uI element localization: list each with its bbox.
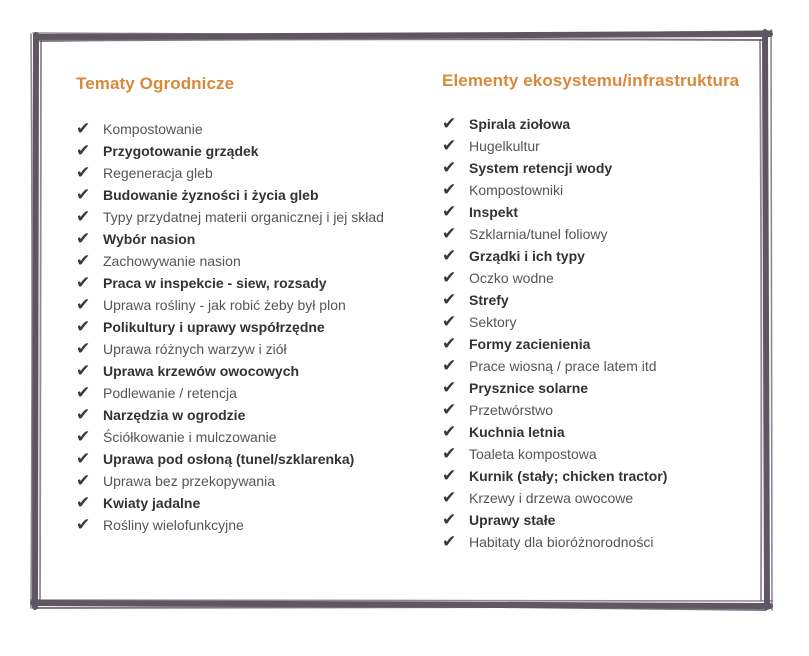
list-item [442,377,667,399]
list-item [442,487,667,509]
list-item [442,355,667,377]
list-item-label: Krzewy i drzewa owocowe [469,490,634,506]
list-item [76,140,384,162]
list-item [76,360,384,382]
checkmark-icon: ✔ [76,163,91,183]
checkmark-icon: ✔ [76,515,91,535]
list-item-label: Praca w inspekcie - siew, rozsady [103,275,327,291]
list-item-label: Ściółkowanie i mulczowanie [103,429,277,445]
list-item-label: Szklarnia/tunel foliowy [469,226,608,242]
checkmark-icon: ✔ [442,202,457,222]
checkmark-icon: ✔ [442,268,457,288]
list-item-label: Kompostowniki [469,182,564,198]
list-item [76,184,384,206]
checkmark-icon: ✔ [442,114,457,134]
checkmark-icon: ✔ [76,317,91,337]
list-item [76,206,384,228]
checkmark-icon: ✔ [76,119,91,139]
checkmark-icon: ✔ [442,510,457,530]
checkmark-icon: ✔ [442,136,457,156]
list-item-label: Rośliny wielofunkcyjne [103,517,244,533]
list-item-label: Oczko wodne [469,270,554,286]
list-item [76,404,384,426]
list-item-label: Kompostowanie [103,121,203,137]
checkmark-icon: ✔ [76,185,91,205]
list-item-label: Narzędzia w ogrodzie [103,407,246,423]
checkmark-icon: ✔ [442,488,457,508]
right-column-title: Elementy ekosystemu/infrastruktura [442,71,740,90]
checkmark-icon: ✔ [442,422,457,442]
checkmark-icon: ✔ [76,405,91,425]
checkmark-icon: ✔ [76,229,91,249]
checkmark-icon: ✔ [76,383,91,403]
right-element-list [442,113,667,553]
list-item [442,465,667,487]
list-item [442,135,667,157]
checkmark-icon: ✔ [76,427,91,447]
checkmark-icon: ✔ [442,444,457,464]
checkmark-icon: ✔ [76,339,91,359]
list-item [76,382,384,404]
checkmark-icon: ✔ [442,180,457,200]
checkmark-icon: ✔ [442,158,457,178]
list-item [442,245,667,267]
list-item [442,333,667,355]
checkmark-icon: ✔ [442,466,457,486]
list-item [76,162,384,184]
list-item-label: Uprawa bez przekopywania [103,473,275,489]
checkmark-icon: ✔ [442,290,457,310]
list-item-label: Budowanie żyzności i życia gleb [103,187,319,203]
left-column-title: Tematy Ogrodnicze [76,74,235,93]
list-item-label: System retencji wody [469,160,613,176]
list-item [76,426,384,448]
left-topic-list [76,118,384,536]
list-item [76,470,384,492]
list-item [442,201,667,223]
list-item-label: Uprawa krzewów owocowych [103,363,300,379]
list-item-label: Spirala ziołowa [469,116,571,132]
checkmark-icon: ✔ [76,493,91,513]
list-item-label: Strefy [469,292,509,308]
checkmark-icon: ✔ [76,449,91,469]
checkmark-icon: ✔ [76,141,91,161]
checkmark-icon: ✔ [442,312,457,332]
list-item [76,228,384,250]
checkmark-icon: ✔ [442,378,457,398]
list-item [76,294,384,316]
list-item [442,311,667,333]
list-item [442,443,667,465]
list-item-label: Zachowywanie nasion [103,253,241,269]
list-item [76,338,384,360]
list-item-label: Inspekt [469,204,519,220]
checkmark-icon: ✔ [76,273,91,293]
checkmark-icon: ✔ [442,224,457,244]
list-item [76,492,384,514]
list-item-label: Uprawa pod osłoną (tunel/szklarenka) [103,451,355,467]
list-item [442,531,667,553]
checkmark-icon: ✔ [76,251,91,271]
checkmark-icon: ✔ [442,246,457,266]
list-item-label: Kurnik (stały; chicken tractor) [469,468,668,484]
list-item [442,399,667,421]
list-item-label: Typy przydatnej materii organicznej i jej skład [103,209,384,225]
list-item-label: Kwiaty jadalne [103,495,201,511]
list-item [76,316,384,338]
list-item-label: Przetwórstwo [469,402,554,418]
list-item-label: Hugelkultur [469,138,540,154]
list-item [76,514,384,536]
checkmark-icon: ✔ [442,356,457,376]
list-item-label: Przygotowanie grządek [103,143,259,159]
checkmark-icon: ✔ [442,400,457,420]
list-item [442,157,667,179]
list-item-label: Kuchnia letnia [469,424,565,440]
checkmark-icon: ✔ [76,207,91,227]
list-item-label: Grządki i ich typy [469,248,585,264]
list-item-label: Uprawy stałe [469,512,556,528]
list-item-label: Wybór nasion [103,231,196,247]
list-item-label: Formy zacienienia [469,336,591,352]
list-item-label: Prace wiosną / prace latem itd [469,358,657,374]
checkmark-icon: ✔ [76,471,91,491]
list-item [442,179,667,201]
list-item [442,267,667,289]
list-item [76,250,384,272]
list-item [76,272,384,294]
checkmark-icon: ✔ [76,295,91,315]
list-item-label: Polikultury i uprawy współrzędne [103,319,325,335]
checkmark-icon: ✔ [442,334,457,354]
list-item-label: Sektory [469,314,517,330]
list-item-label: Habitaty dla bioróżnorodności [469,534,654,550]
list-item [442,289,667,311]
checkmark-icon: ✔ [76,361,91,381]
list-item-label: Prysznice solarne [469,380,589,396]
list-item-label: Uprawa rośliny - jak robić żeby był plon [103,297,346,313]
list-item [442,223,667,245]
list-item [442,421,667,443]
list-item [442,113,667,135]
list-item-label: Podlewanie / retencja [103,385,237,401]
list-item [442,509,667,531]
list-item-label: Toaleta kompostowa [469,446,597,462]
checkmark-icon: ✔ [442,532,457,552]
list-item-label: Uprawa różnych warzyw i ziół [103,341,287,357]
list-item [76,118,384,140]
list-item [76,448,384,470]
list-item-label: Regeneracja gleb [103,165,213,181]
